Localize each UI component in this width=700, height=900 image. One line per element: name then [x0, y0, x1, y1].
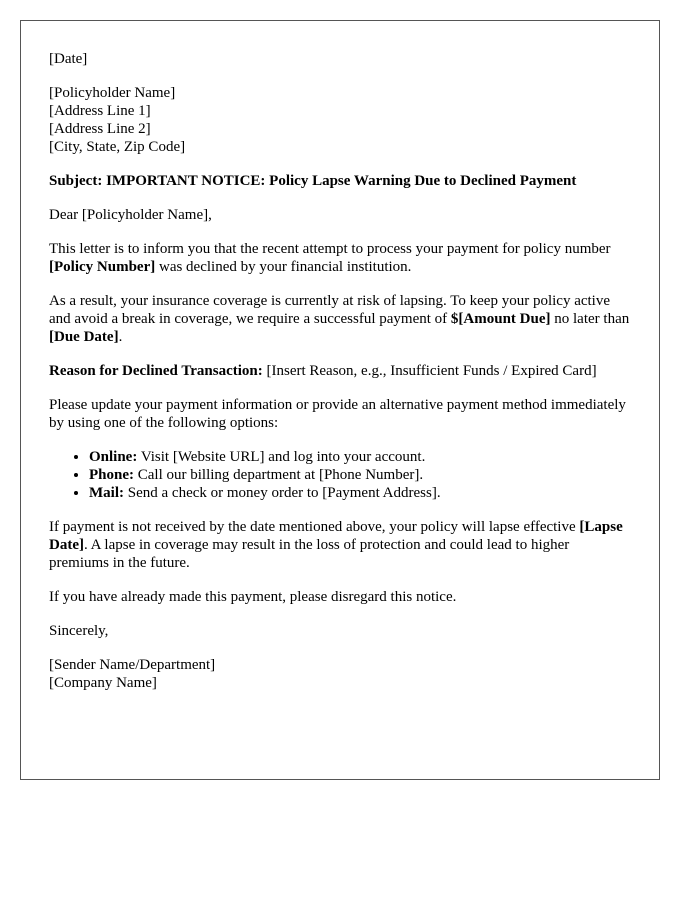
letter-page [20, 20, 660, 780]
payment-option-label: Phone: [89, 467, 134, 483]
policy-number-placeholder: [Policy Number] [49, 259, 156, 275]
paragraph-2-text-end: . [118, 329, 123, 345]
payment-option-phone [89, 466, 631, 484]
payment-options-list [49, 448, 631, 502]
letter-date: [Date] [49, 51, 88, 67]
salutation: Dear [Policyholder Name], [49, 207, 212, 223]
paragraph-4-text-end: . A lapse in coverage may result in the loss of protection and could lead to higher premiums in the future. [49, 537, 570, 571]
subject-text: Subject: IMPORTANT NOTICE: Policy Lapse Warning Due to Declined Payment [49, 173, 577, 189]
paragraph-update-payment: Please update your payment information or provide an alternative payment method immediately by using one of the following options: [49, 397, 626, 431]
recipient-name: [Policyholder Name] [49, 85, 176, 101]
payment-option-text: Visit [Website URL] and log into your account. [137, 449, 426, 465]
sender-block [49, 656, 631, 692]
paragraph-4-text-start: If payment is not received by the date mentioned above, your policy will lapse effective [49, 519, 580, 535]
subject-line [49, 172, 631, 190]
payment-option-online [89, 448, 631, 466]
amount-due-placeholder: $[Amount Due] [450, 311, 551, 327]
paragraph-payment-declined [49, 240, 631, 276]
recipient-address-line-1: [Address Line 1] [49, 103, 151, 119]
payment-option-mail [89, 484, 631, 502]
paragraph-1-text-start: This letter is to inform you that the recent attempt to process your payment for policy number [49, 241, 611, 257]
paragraph-disregard: If you have already made this payment, please disregard this notice. [49, 589, 457, 605]
sender-name: [Sender Name/Department] [49, 657, 216, 673]
lapse-date-placeholder: [Lapse Date] [49, 519, 623, 553]
paragraph-lapse-consequence [49, 518, 631, 572]
recipient-address-line-2: [Address Line 2] [49, 121, 151, 137]
paragraph-1-text-end: was declined by your financial institution. [155, 259, 412, 275]
closing: Sincerely, [49, 623, 109, 639]
payment-option-text: Send a check or money order to [Payment Address]. [124, 485, 441, 501]
payment-option-label: Mail: [89, 485, 124, 501]
due-date-placeholder: [Due Date] [49, 329, 119, 345]
decline-reason-label: Reason for Declined Transaction: [49, 363, 263, 379]
decline-reason-text: [Insert Reason, e.g., Insufficient Funds / Expired Card] [262, 363, 597, 379]
recipient-address-block [49, 84, 631, 156]
paragraph-2-text-mid: no later than [550, 311, 630, 327]
sender-company: [Company Name] [49, 675, 157, 691]
paragraph-2-text-start: As a result, your insurance coverage is currently at risk of lapsing. To keep your policy active and avoid a break in coverage, we require a successful payment of [49, 293, 610, 327]
paragraph-risk-of-lapse [49, 292, 631, 346]
payment-option-label: Online: [89, 449, 138, 465]
recipient-city-state-zip: [City, State, Zip Code] [49, 139, 186, 155]
payment-option-text: Call our billing department at [Phone Number]. [134, 467, 424, 483]
decline-reason [49, 362, 631, 380]
